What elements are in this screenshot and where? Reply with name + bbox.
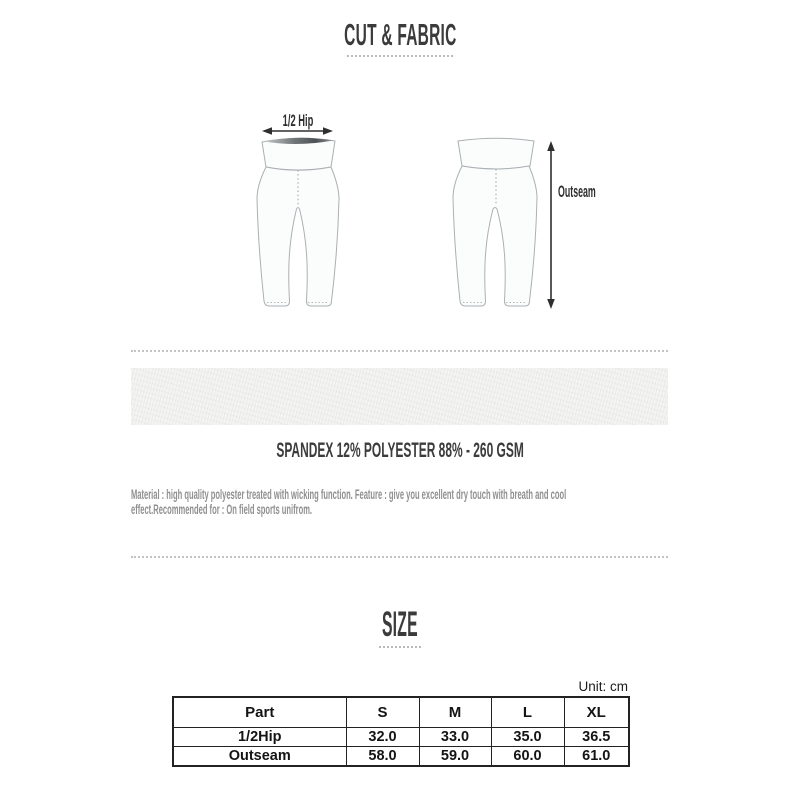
cell-part-half-hip: 1/2Hip	[173, 728, 346, 747]
back-waistband	[458, 138, 534, 169]
fabric-composition-text: SPANDEX 12% POLYESTER 88% - 260 GSM	[276, 439, 524, 462]
header-cell-part: Part	[173, 697, 346, 728]
half-hip-measure	[262, 111, 333, 135]
half-hip-arrowhead-left	[262, 127, 272, 135]
size-title	[0, 605, 800, 644]
cell-half-hip-s: 32.0	[346, 728, 419, 747]
cut-fabric-title	[0, 17, 800, 52]
cell-outseam-s: 58.0	[346, 747, 419, 767]
outseam-measure	[547, 141, 596, 309]
size-table-header-row	[173, 697, 629, 728]
size-title-text: SIZE	[382, 605, 418, 644]
fabric-swatch	[131, 368, 668, 425]
header-cell-m: M	[419, 697, 491, 728]
leggings-cut-diagram	[120, 96, 680, 336]
cell-part-outseam: Outseam	[173, 747, 346, 767]
half-hip-arrowhead-right	[323, 127, 333, 135]
cell-half-hip-m: 33.0	[419, 728, 491, 747]
fabric-composition	[0, 441, 800, 461]
size-table	[172, 696, 630, 767]
dotted-divider-bottom	[131, 556, 668, 558]
size-title-underline	[379, 646, 421, 648]
cut-fabric-title-underline	[347, 55, 453, 57]
cut-fabric-title-text: CUT & FABRIC	[343, 17, 457, 52]
table-row-outseam	[173, 747, 629, 767]
back-body	[453, 166, 537, 306]
cell-half-hip-l: 35.0	[491, 728, 564, 747]
back-view-drawing	[453, 138, 537, 306]
material-description-line1: Material : high quality polyester treated with wicking function. Feature : give you excellent dry touch with breath and cool	[131, 487, 567, 502]
material-description	[131, 487, 668, 517]
dotted-divider-top	[131, 350, 668, 352]
unit-label: Unit: cm	[578, 679, 628, 694]
outseam-label: Outseam	[558, 181, 596, 201]
cell-outseam-xl: 61.0	[564, 747, 629, 767]
cell-half-hip-xl: 36.5	[564, 728, 629, 747]
front-view-drawing	[257, 138, 339, 306]
header-cell-s: S	[346, 697, 419, 728]
outseam-arrowhead-bottom	[547, 299, 555, 309]
half-hip-label: 1/2 Hip	[282, 111, 314, 130]
header-cell-xl: XL	[564, 697, 629, 728]
outseam-arrowhead-top	[547, 141, 555, 151]
cell-outseam-l: 60.0	[491, 747, 564, 767]
table-row-half-hip	[173, 728, 629, 747]
cell-outseam-m: 59.0	[419, 747, 491, 767]
material-description-line2: effect.Recommended for : On field sports unifrom.	[131, 502, 313, 517]
header-cell-l: L	[491, 697, 564, 728]
